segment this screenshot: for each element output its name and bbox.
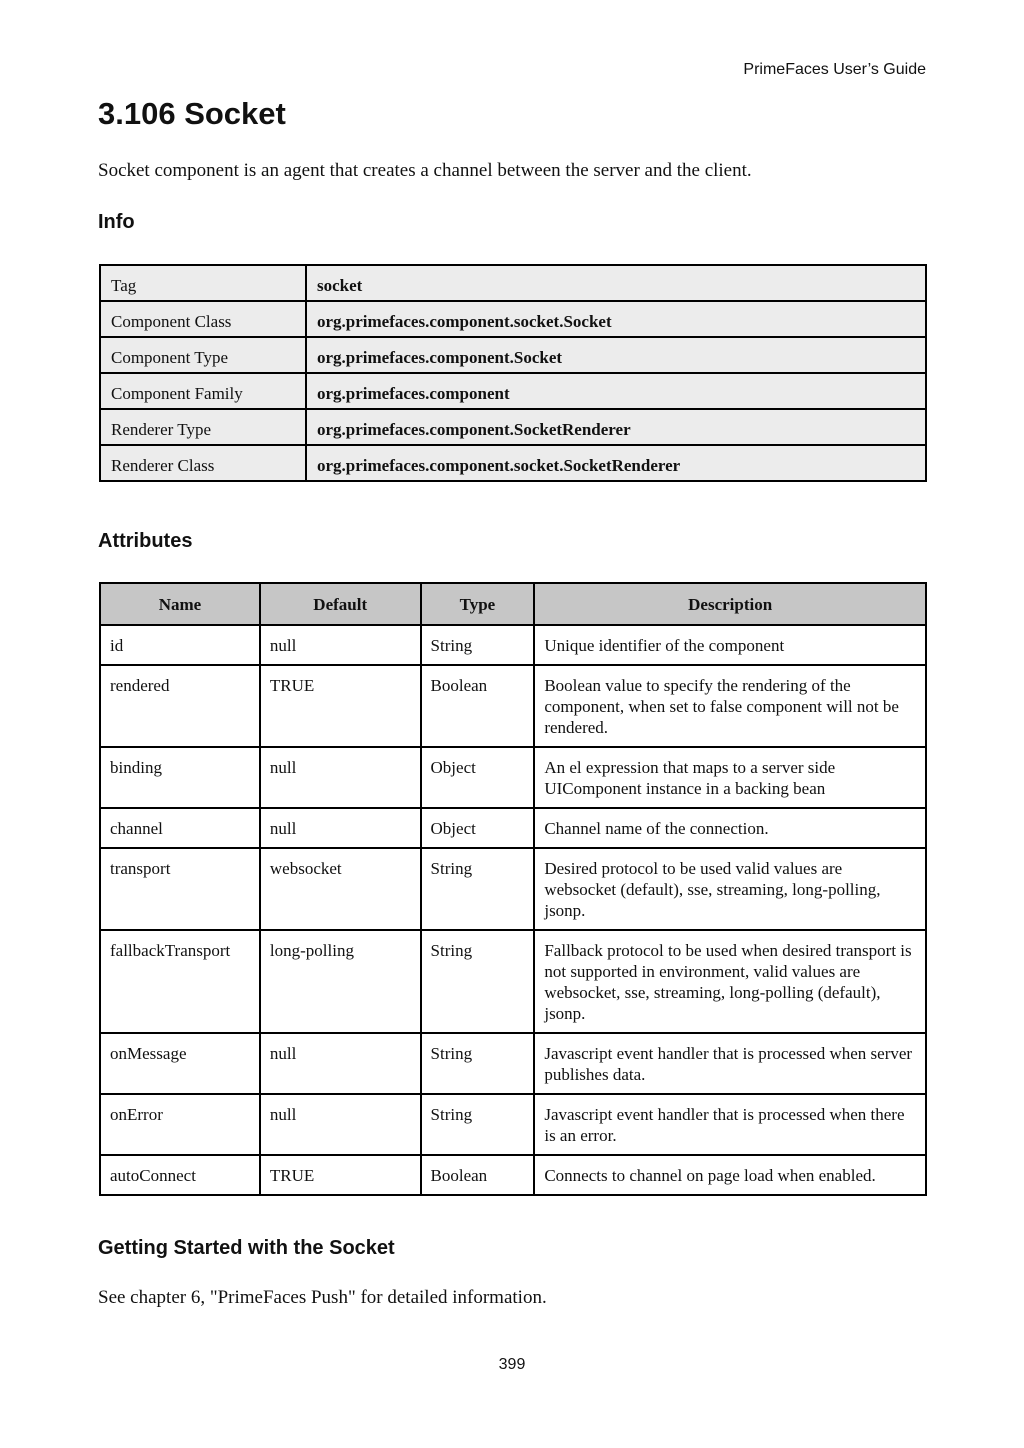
info-value: org.primefaces.component.SocketRenderer xyxy=(306,409,926,445)
info-value: socket xyxy=(306,265,926,301)
running-header: PrimeFaces User’s Guide xyxy=(743,61,926,78)
attribute-default: TRUE xyxy=(260,665,421,747)
attribute-description: Boolean value to specify the rendering of the component, when set to false component will not be rendered. xyxy=(534,665,926,747)
getting-started-heading: Getting Started with the Socket xyxy=(98,1237,395,1259)
column-header-default: Default xyxy=(260,583,421,625)
attribute-type: Boolean xyxy=(421,665,535,747)
attribute-row xyxy=(100,625,926,665)
attribute-row xyxy=(100,808,926,848)
attribute-row xyxy=(100,665,926,747)
info-table xyxy=(99,264,927,482)
info-key: Renderer Type xyxy=(100,409,306,445)
attribute-default: long-polling xyxy=(260,930,421,1033)
info-key: Tag xyxy=(100,265,306,301)
info-key: Renderer Class xyxy=(100,445,306,481)
attribute-name: transport xyxy=(100,848,260,930)
info-value: org.primefaces.component.socket.SocketRenderer xyxy=(306,445,926,481)
attribute-description: Fallback protocol to be used when desired transport is not supported in environment, valid values are websocket, sse, streaming, long-polling (default), jsonp. xyxy=(534,930,926,1033)
info-key: Component Family xyxy=(100,373,306,409)
attribute-type: Object xyxy=(421,808,535,848)
attribute-type: String xyxy=(421,930,535,1033)
attribute-default: null xyxy=(260,808,421,848)
attribute-name: channel xyxy=(100,808,260,848)
attribute-name: onError xyxy=(100,1094,260,1155)
attribute-default: null xyxy=(260,1033,421,1094)
info-row xyxy=(100,409,926,445)
attribute-default: null xyxy=(260,747,421,808)
info-row xyxy=(100,337,926,373)
attribute-type: String xyxy=(421,848,535,930)
attributes-header-row xyxy=(100,583,926,625)
attribute-name: binding xyxy=(100,747,260,808)
column-header-description: Description xyxy=(534,583,926,625)
column-header-name: Name xyxy=(100,583,260,625)
attribute-name: rendered xyxy=(100,665,260,747)
page-number: 399 xyxy=(498,1356,526,1373)
info-key: Component Class xyxy=(100,301,306,337)
attribute-default: TRUE xyxy=(260,1155,421,1195)
section-title: 3.106 Socket xyxy=(98,96,286,131)
attribute-type: String xyxy=(421,625,535,665)
attribute-description: An el expression that maps to a server side UIComponent instance in a backing bean xyxy=(534,747,926,808)
attribute-description: Javascript event handler that is processed when there is an error. xyxy=(534,1094,926,1155)
attribute-type: String xyxy=(421,1094,535,1155)
getting-started-text: See chapter 6, "PrimeFaces Push" for detailed information. xyxy=(98,1287,547,1308)
attribute-description: Unique identifier of the component xyxy=(534,625,926,665)
attribute-description: Javascript event handler that is processed when server publishes data. xyxy=(534,1033,926,1094)
attribute-default: null xyxy=(260,1094,421,1155)
attribute-type: Object xyxy=(421,747,535,808)
attribute-description: Desired protocol to be used valid values are websocket (default), sse, streaming, long-polling, jsonp. xyxy=(534,848,926,930)
info-row xyxy=(100,265,926,301)
info-row xyxy=(100,445,926,481)
info-key: Component Type xyxy=(100,337,306,373)
attribute-default: websocket xyxy=(260,848,421,930)
info-heading: Info xyxy=(98,211,135,233)
info-value: org.primefaces.component.Socket xyxy=(306,337,926,373)
column-header-type: Type xyxy=(421,583,535,625)
info-row xyxy=(100,301,926,337)
intro-paragraph: Socket component is an agent that creates a channel between the server and the client. xyxy=(98,160,752,181)
info-table-body xyxy=(100,265,926,481)
attribute-row xyxy=(100,930,926,1033)
attribute-name: id xyxy=(100,625,260,665)
info-row xyxy=(100,373,926,409)
info-value: org.primefaces.component.socket.Socket xyxy=(306,301,926,337)
info-value: org.primefaces.component xyxy=(306,373,926,409)
attribute-row xyxy=(100,1155,926,1195)
attribute-default: null xyxy=(260,625,421,665)
attribute-description: Connects to channel on page load when enabled. xyxy=(534,1155,926,1195)
attribute-row xyxy=(100,1094,926,1155)
attribute-name: onMessage xyxy=(100,1033,260,1094)
attribute-name: autoConnect xyxy=(100,1155,260,1195)
attribute-type: String xyxy=(421,1033,535,1094)
attribute-row xyxy=(100,848,926,930)
attributes-table xyxy=(99,582,927,1196)
attributes-heading: Attributes xyxy=(98,530,193,552)
attributes-table-body xyxy=(100,625,926,1195)
attribute-type: Boolean xyxy=(421,1155,535,1195)
attribute-description: Channel name of the connection. xyxy=(534,808,926,848)
attribute-row xyxy=(100,747,926,808)
attribute-name: fallbackTransport xyxy=(100,930,260,1033)
attribute-row xyxy=(100,1033,926,1094)
